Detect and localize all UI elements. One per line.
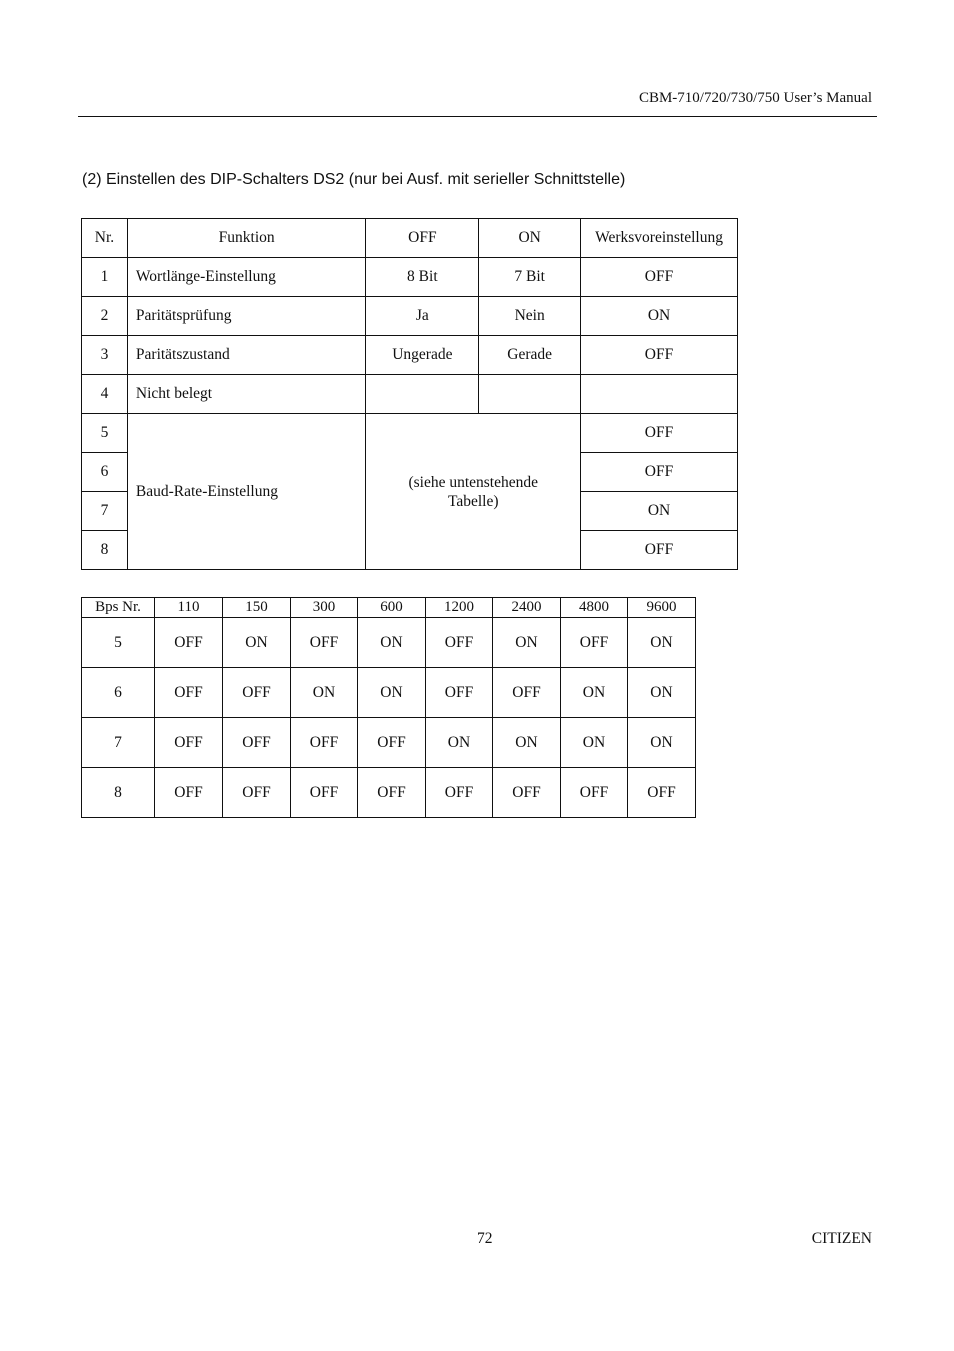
switch-state: ON [561,718,628,768]
switch-state: OFF [223,718,291,768]
switch-state: ON [628,718,696,768]
note-line: Tabelle) [447,492,499,510]
default-cell: OFF [581,336,738,375]
rate-header: 9600 [628,598,696,618]
table-row [82,336,738,375]
default-cell: ON [581,297,738,336]
off-cell: Ungerade [366,336,479,375]
note-line: (siehe untenstehende [408,473,539,491]
switch-number: 3 [82,336,128,375]
switch-state: OFF [628,768,696,818]
table-row [82,668,696,718]
default-cell: ON [581,492,738,531]
table-row [82,618,696,668]
column-header: Funktion [127,219,366,258]
default-cell [581,375,738,414]
switch-state: OFF [155,668,223,718]
switch-state: ON [628,668,696,718]
switch-state: ON [493,618,561,668]
default-cell: OFF [581,258,738,297]
switch-state: ON [561,668,628,718]
table-header-row [82,598,696,618]
baud-rate-table [81,597,696,818]
rate-header: 300 [291,598,358,618]
switch-state: OFF [291,618,358,668]
switch-number: 6 [82,453,128,492]
ds2-settings-table [81,218,738,570]
function-cell: Nicht belegt [127,375,366,414]
off-cell [366,375,479,414]
switch-number: 6 [82,668,155,718]
switch-number: 5 [82,414,128,453]
switch-state: OFF [426,668,493,718]
switch-number: 2 [82,297,128,336]
switch-state: OFF [426,618,493,668]
rate-header: 2400 [493,598,561,618]
default-cell: OFF [581,453,738,492]
switch-number: 7 [82,492,128,531]
corner-header: Bps Nr. [82,598,155,618]
table-row [82,414,738,453]
switch-state: ON [223,618,291,668]
switch-state: ON [358,668,426,718]
table-row [82,375,738,414]
switch-state: OFF [493,768,561,818]
switch-state: OFF [561,618,628,668]
table-row [82,297,738,336]
switch-state: ON [426,718,493,768]
table-row [82,718,696,768]
off-cell: Ja [366,297,479,336]
column-header: ON [479,219,581,258]
switch-number: 7 [82,718,155,768]
switch-number: 8 [82,531,128,570]
switch-number: 1 [82,258,128,297]
page-number: 72 [477,1230,493,1247]
column-header: OFF [366,219,479,258]
switch-state: OFF [155,768,223,818]
column-header: Nr. [82,219,128,258]
default-cell: OFF [581,531,738,570]
table-header-row [82,219,738,258]
section-heading: (2) Einstellen des DIP-Schalters DS2 (nur bei Ausf. mit serieller Schnittstelle) [82,171,626,188]
function-cell: Paritätsprüfung [127,297,366,336]
on-cell: 7 Bit [479,258,581,297]
switch-state: ON [628,618,696,668]
switch-number: 8 [82,768,155,818]
rate-header: 4800 [561,598,628,618]
on-cell: Nein [479,297,581,336]
switch-state: OFF [291,768,358,818]
switch-state: OFF [223,768,291,818]
rate-header: 1200 [426,598,493,618]
baud-rate-note-cell [366,414,581,570]
function-cell: Wortlänge-Einstellung [127,258,366,297]
default-cell: OFF [581,414,738,453]
header-rule [78,116,877,117]
switch-number: 5 [82,618,155,668]
switch-state: ON [493,718,561,768]
switch-number: 4 [82,375,128,414]
switch-state: OFF [155,618,223,668]
switch-state: OFF [561,768,628,818]
brand-name: CITIZEN [811,1230,872,1247]
switch-state: OFF [358,718,426,768]
column-header: Werksvoreinstellung [581,219,738,258]
off-cell: 8 Bit [366,258,479,297]
baud-rate-function-cell: Baud-Rate-Einstellung [127,414,366,570]
switch-state: OFF [223,668,291,718]
switch-state: OFF [358,768,426,818]
switch-state: OFF [493,668,561,718]
table-row [82,258,738,297]
page-header-title: CBM-710/720/730/750 User’s Manual [638,90,872,106]
rate-header: 110 [155,598,223,618]
on-cell: Gerade [479,336,581,375]
switch-state: ON [358,618,426,668]
switch-state: OFF [291,718,358,768]
rate-header: 150 [223,598,291,618]
switch-state: ON [291,668,358,718]
switch-state: OFF [426,768,493,818]
rate-header: 600 [358,598,426,618]
switch-state: OFF [155,718,223,768]
table-row [82,768,696,818]
function-cell: Paritätszustand [127,336,366,375]
on-cell [479,375,581,414]
